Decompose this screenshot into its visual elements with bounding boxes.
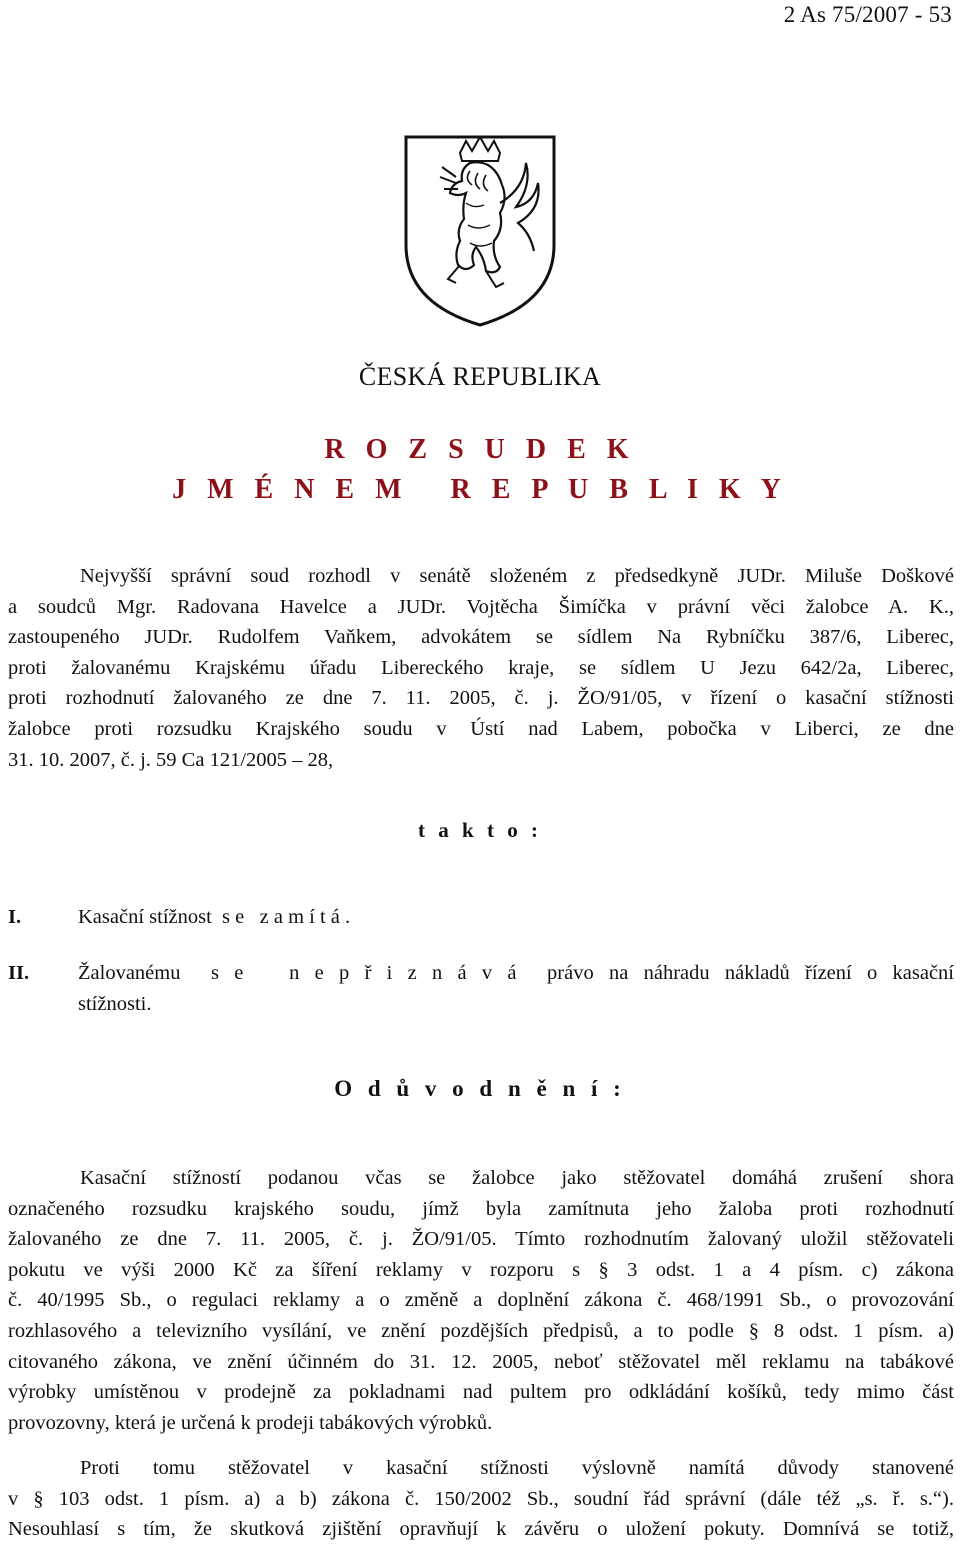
text-line: rozhlasového a televizního vysílání, ve znění pozdějších předpisů, a to podle § 8 odst. 1 písm. a)	[8, 1319, 954, 1342]
text-line: označeného rozsudku krajského soudu, jímž byla zamítnuta jeho žaloba proti rozhodnutí	[8, 1197, 954, 1220]
text-line: č. 40/1995 Sb., o regulaci reklamy a o změně a doplnění zákona č. 468/1991 Sb., o provozování	[8, 1289, 954, 1312]
reasoning-paragraph-1	[8, 1163, 954, 1438]
verdict-heading	[0, 430, 960, 510]
text-line: a soudců Mgr. Radovana Havelce a JUDr. Vojtěcha Šimíčka v právní věci žalobce A. K.,	[8, 595, 954, 618]
ruling-number: I.	[8, 906, 22, 928]
verdict-title-line: R O Z S U D E K	[324, 434, 636, 465]
text-line: zastoupeného JUDr. Rudolfem Vaňkem, advokátem se sídlem Na Rybníčku 387/6, Liberec,	[8, 626, 954, 649]
text-line: výrobky umístěnou v prodejně za pokladnami nad pultem pro odkládání košíků, tedy mimo část	[8, 1381, 954, 1404]
reasoning-paragraph-2	[8, 1453, 954, 1545]
country-heading: ČESKÁ REPUBLIKA	[358, 362, 602, 391]
ruling-text: Kasační stížnost s e z a m í t á .	[78, 906, 351, 928]
takto-heading: t a k t o :	[418, 818, 542, 842]
text-line: Nesouhlasí s tím, že skutková zjištění opravňují k závěru o uložení pokuty. Domnívá se totiž,	[8, 1518, 954, 1541]
case-reference: 2 As 75/2007 - 53	[783, 2, 952, 27]
text-line: 31. 10. 2007, č. j. 59 Ca 121/2005 – 28,	[8, 748, 334, 771]
czech-lion-coat-of-arms-icon	[400, 133, 560, 329]
ruling-text: Žalovanému s e n e p ř i z n á v á právo na náhradu nákladů řízení o kasační	[78, 962, 954, 984]
text-line: žalovaného ze dne 7. 11. 2005, č. j. ŽO/91/05. Tímto rozhodnutím žalovaný uložil stěžovateli	[8, 1228, 954, 1251]
text-line: pokutu ve výši 2000 Kč za šíření reklamy v rozporu s § 3 odst. 1 a 4 písm. c) zákona	[8, 1258, 954, 1281]
text-line: Nejvyšší správní soud rozhodl v senátě složeném z předsedkyně JUDr. Miluše Doškové	[80, 565, 954, 587]
text-line: žalobce proti rozsudku Krajského soudu v Ústí nad Labem, pobočka v Liberci, ze dne	[8, 717, 954, 740]
text-line: v § 103 odst. 1 písm. a) a b) zákona č. 150/2002 Sb., soudní řád správní (dále též „s. ř. s.“).	[8, 1487, 954, 1510]
text-line: provozovny, která je určená k prodeji tabákových výrobků.	[8, 1411, 493, 1434]
text-line: proti rozhodnutí žalovaného ze dne 7. 11. 2005, č. j. ŽO/91/05, v řízení o kasační stížnosti	[8, 687, 954, 710]
in-name-of-republic-line: J M É N E M R E P U B L I K Y	[172, 474, 788, 505]
text-line: Kasační stížností podanou včas se žalobce jako stěžovatel domáhá zrušení shora	[80, 1167, 954, 1189]
text-line: Proti tomu stěžovatel v kasační stížnosti výslovně namítá důvody stanovené	[80, 1457, 954, 1479]
intro-paragraph	[8, 561, 954, 775]
reasoning-heading: O d ů v o d n ě n í :	[334, 1076, 626, 1101]
ruling-number: II.	[8, 962, 30, 984]
text-line: proti žalovanému Krajskému úřadu Libereckého kraje, se sídlem U Jezu 642/2a, Liberec,	[8, 656, 954, 679]
ruling-text: stížnosti.	[78, 992, 152, 1015]
text-line: citovaného zákona, ve znění účinném do 31. 12. 2005, neboť stěžovatel měl reklamu na tabákové	[8, 1350, 954, 1373]
